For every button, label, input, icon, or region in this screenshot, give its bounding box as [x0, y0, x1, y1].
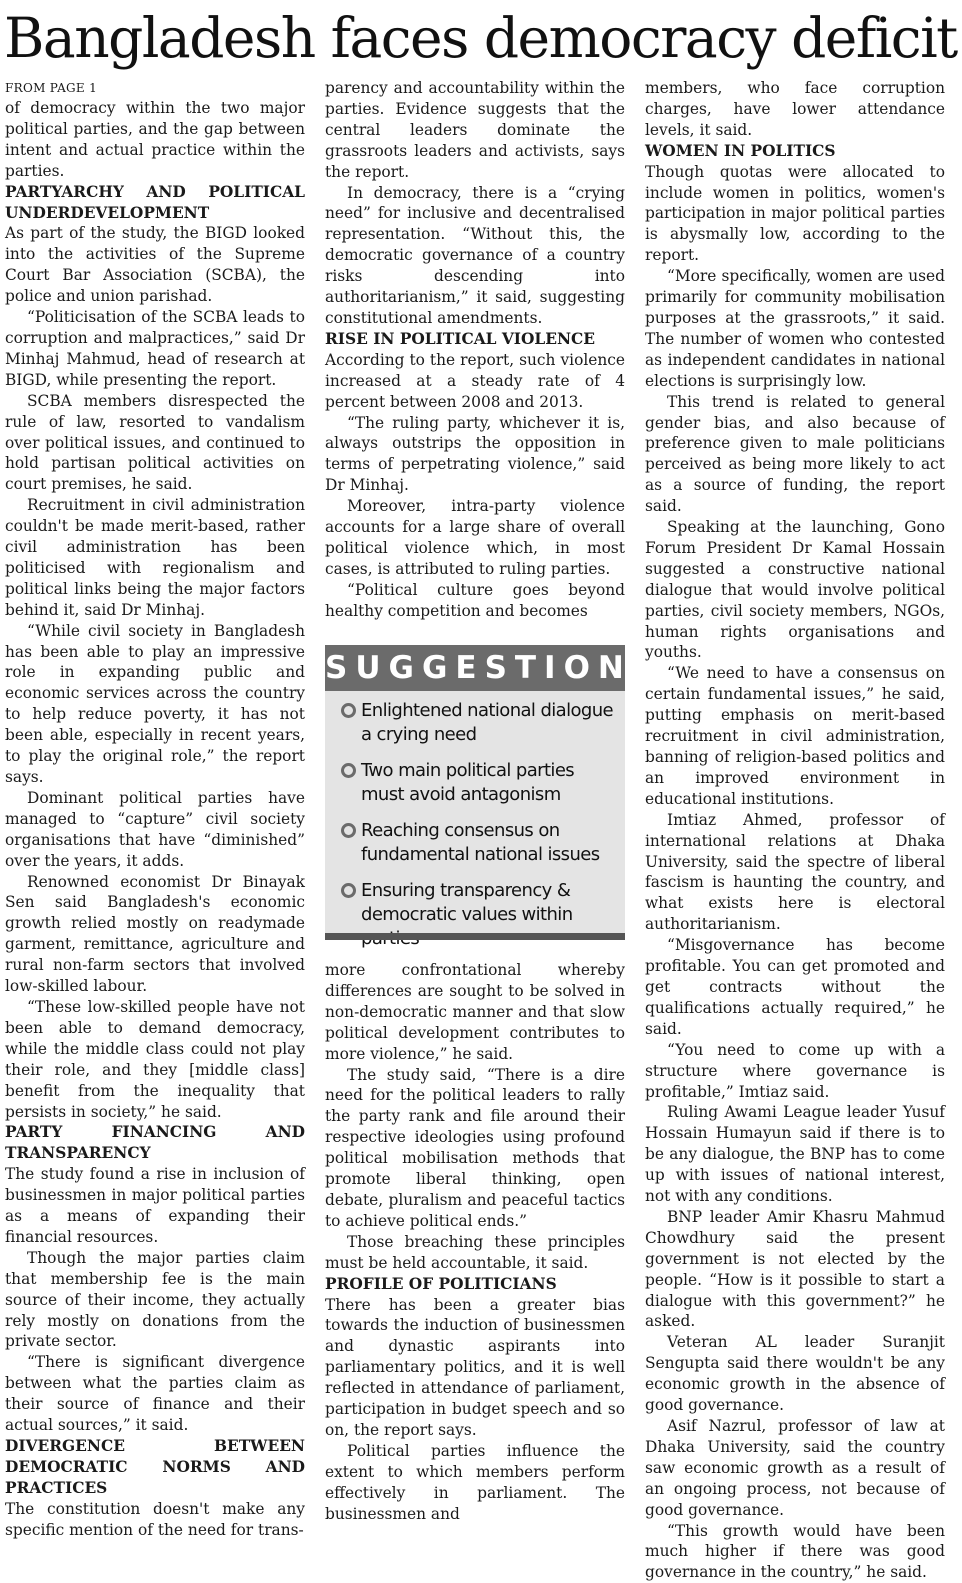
- paragraph: members, who face corruption charges, have lower attendance levels, it said.: [645, 79, 945, 139]
- paragraph: “Misgovernance has become profitable. You can get promoted and get contracts without the qualifications actually required,” he said.: [645, 936, 945, 1038]
- section-heading: PROFILE OF POLITICIANS: [325, 1274, 557, 1293]
- article-column-3: [645, 78, 945, 1583]
- paragraph: Though the major parties claim that membership fee is the main source of their income, they actually rely mostly on donations from the private sector.: [5, 1248, 305, 1351]
- paragraph: SCBA members disrespected the rule of law, resorted to vandalism over political issues, and continued to hold partisan political activities on court premises, he said.: [5, 391, 305, 494]
- bullet-circle-icon: [341, 763, 356, 778]
- paragraph: Though quotas were allocated to include women in politics, women's participation in major political parties is abysmally low, according to the report.: [645, 162, 945, 265]
- paragraph: “Political culture goes beyond healthy competition and becomes: [325, 580, 625, 620]
- paragraph: more confrontational whereby differences are sought to be solved in non-democratic manner and that slow political development contributes to more violence,” he said.: [325, 961, 625, 1063]
- suggestion-text: Reaching consensus on fundamental national issues: [361, 820, 600, 865]
- section-heading: PARTYARCHY AND POLITICAL UNDERDEVELOPMENT: [5, 182, 305, 222]
- suggestions-list: [325, 699, 625, 951]
- paragraph: This trend is related to general gender bias, and also because of preference given to male politicians perceived as being more likely to act as a source of funding, the report said.: [645, 392, 945, 516]
- box-bottom-rule: [325, 933, 625, 940]
- paragraph: “Politicisation of the SCBA leads to corruption and malpractices,” said Dr Minhaj Mahmud, head of research at BIGD, while presenting the report.: [5, 308, 305, 389]
- suggestion-item: [341, 699, 615, 747]
- paragraph: Ruling Awami League leader Yusuf Hossain Humayun said if there is to be any dialogue, the BNP has to come up with issues of national interest, not with any conditions.: [645, 1103, 945, 1206]
- suggestion-item: [341, 879, 615, 951]
- paragraph: “While civil society in Bangladesh has been able to play an impressive role in expanding public and economic services across the country to help reduce poverty, it has not been able, especially in recent years, to play the original role,” the report says.: [5, 621, 305, 786]
- bullet-circle-icon: [341, 883, 356, 898]
- paragraph: Renowned economist Dr Binayak Sen said Bangladesh's economic growth relied mostly on readymade garment, remittance, agriculture and rural non-farm sectors that involved low-skilled labour.: [5, 872, 305, 996]
- paragraph: Those breaching these principles must be held accountable, it said.: [325, 1232, 625, 1272]
- suggestion-item: [341, 759, 615, 807]
- paragraph: BNP leader Amir Khasru Mahmud Chowdhury said the present government is not elected by the people. “How is it possible to start a dialogue with this government?” he asked.: [645, 1207, 945, 1331]
- paragraph: Speaking at the launching, Gono Forum President Dr Kamal Hossain suggested a constructive national dialogue that would involve political parties, civil society members, NGOs, human rights organisations and youths.: [645, 518, 945, 662]
- paragraph: Moreover, intra-party violence accounts for a large share of overall political violence which, in most cases, is attributed to ruling parties.: [325, 497, 625, 578]
- paragraph: Dominant political parties have managed to “capture” civil society organisations that have “diminished” over the years, it adds.: [5, 788, 305, 870]
- paragraph: The constitution doesn't make any specific mention of the need for trans-: [5, 1499, 305, 1539]
- paragraph: As part of the study, the BIGD looked into the activities of the Supreme Court Bar Association (SCBA), the police and union parishad.: [5, 224, 305, 306]
- section-heading: DIVERGENCE BETWEEN DEMOCRATIC NORMS AND PRACTICES: [5, 1437, 305, 1497]
- suggestion-text: Two main political parties must avoid antagonism: [361, 760, 575, 805]
- paragraph: “We need to have a consensus on certain fundamental issues,” he said, putting emphasis on merit-based recruitment in civil administration, banning of religion-based politics and an improved environment in educational institutions.: [645, 664, 945, 808]
- section-heading: WOMEN IN POLITICS: [645, 141, 836, 160]
- article-column-2-bottom: [325, 960, 625, 1524]
- paragraph: There has been a greater bias towards the induction of businessmen and dynastic aspirants into parliamentary politics, and it is well reflected in attendance of parliament, participation in budget speech and so on, the report says.: [325, 1295, 625, 1439]
- suggestions-box: [325, 645, 663, 940]
- suggestion-text: Enlightened national dialogue a crying need: [361, 700, 614, 745]
- paragraph: “These low-skilled people have not been able to demand democracy, while the middle class could not play their role, and they [middle class] benefit from the inequality that persists in society,” he said.: [5, 997, 305, 1121]
- paragraph: Veteran AL leader Suranjit Sengupta said there wouldn't be any economic growth in the absence of good governance.: [645, 1333, 945, 1415]
- paragraph: of democracy within the two major political parties, and the gap between intent and actual practice within the parties.: [5, 99, 305, 180]
- paragraph: In democracy, there is a “crying need” for inclusive and decentralised representation. “Without this, the democratic governance of a country risks descending into authoritarianism,” it said, suggesting constitutional amendments.: [325, 183, 625, 327]
- section-heading: RISE IN POLITICAL VIOLENCE: [325, 329, 595, 348]
- paragraph: Imtiaz Ahmed, professor of international relations at Dhaka University, said the spectre of liberal fascism is haunting the country, and what exists here is electoral authoritarianism.: [645, 810, 945, 934]
- bullet-circle-icon: [341, 823, 356, 838]
- continued-from-label: FROM PAGE 1: [5, 81, 98, 95]
- paragraph: Asif Nazrul, professor of law at Dhaka University, said the country saw economic growth as a result of an ongoing process, not because of good governance.: [645, 1417, 945, 1519]
- suggestion-text: Ensuring transparency & democratic values within: [361, 880, 573, 925]
- paragraph: According to the report, such violence increased at a steady rate of 4 percent between 2008 and 2013.: [325, 350, 625, 411]
- suggestions-title: SUGGESTIONS: [325, 645, 625, 691]
- article-column-1: [5, 78, 305, 1541]
- paragraph: “There is significant divergence between what the parties claim as their source of finance and their actual sources,” it said.: [5, 1353, 305, 1435]
- paragraph: “More specifically, women are used primarily for community mobilisation purposes at the grassroots,” it said. The number of women who contested as independent candidates in national elections is surprisingly low.: [645, 267, 945, 390]
- paragraph: “This growth would have been much higher if there was good governance in the country,” he said.: [645, 1521, 945, 1582]
- bullet-circle-icon: [341, 703, 356, 718]
- paragraph: parency and accountability within the parties. Evidence suggests that the central leaders dominate the grassroots leaders and activists, says the report.: [325, 79, 625, 181]
- suggestion-item: [341, 819, 615, 867]
- headline: Bangladesh faces democracy deficit: [4, 6, 957, 70]
- paragraph: “The ruling party, whichever it is, always outstrips the opposition in terms of perpetrating violence,” said Dr Minhaj.: [325, 413, 625, 495]
- article-column-2-top: [325, 78, 625, 622]
- paragraph: The study found a rise in inclusion of businessmen in major political parties as a means of expanding their financial resources.: [5, 1165, 305, 1246]
- paragraph: Political parties influence the extent to which members perform effectively in parliament. The businessmen and: [325, 1441, 625, 1523]
- paragraph: Recruitment in civil administration couldn't be made merit-based, rather civil administration has been politicised with regionalism and political links being the major factors behind it, said Dr Minhaj.: [5, 496, 305, 619]
- section-heading: PARTY FINANCING AND TRANSPARENCY: [5, 1123, 305, 1163]
- paragraph: The study said, “There is a dire need for the political leaders to rally the party rank and file around their respective ideologies using profound political mobilisation methods that promote liberal thinking, open debate, pluralism and peaceful tactics to achieve political ends.”: [325, 1065, 625, 1230]
- paragraph: “You need to come up with a structure where governance is profitable,” Imtiaz said.: [645, 1040, 945, 1101]
